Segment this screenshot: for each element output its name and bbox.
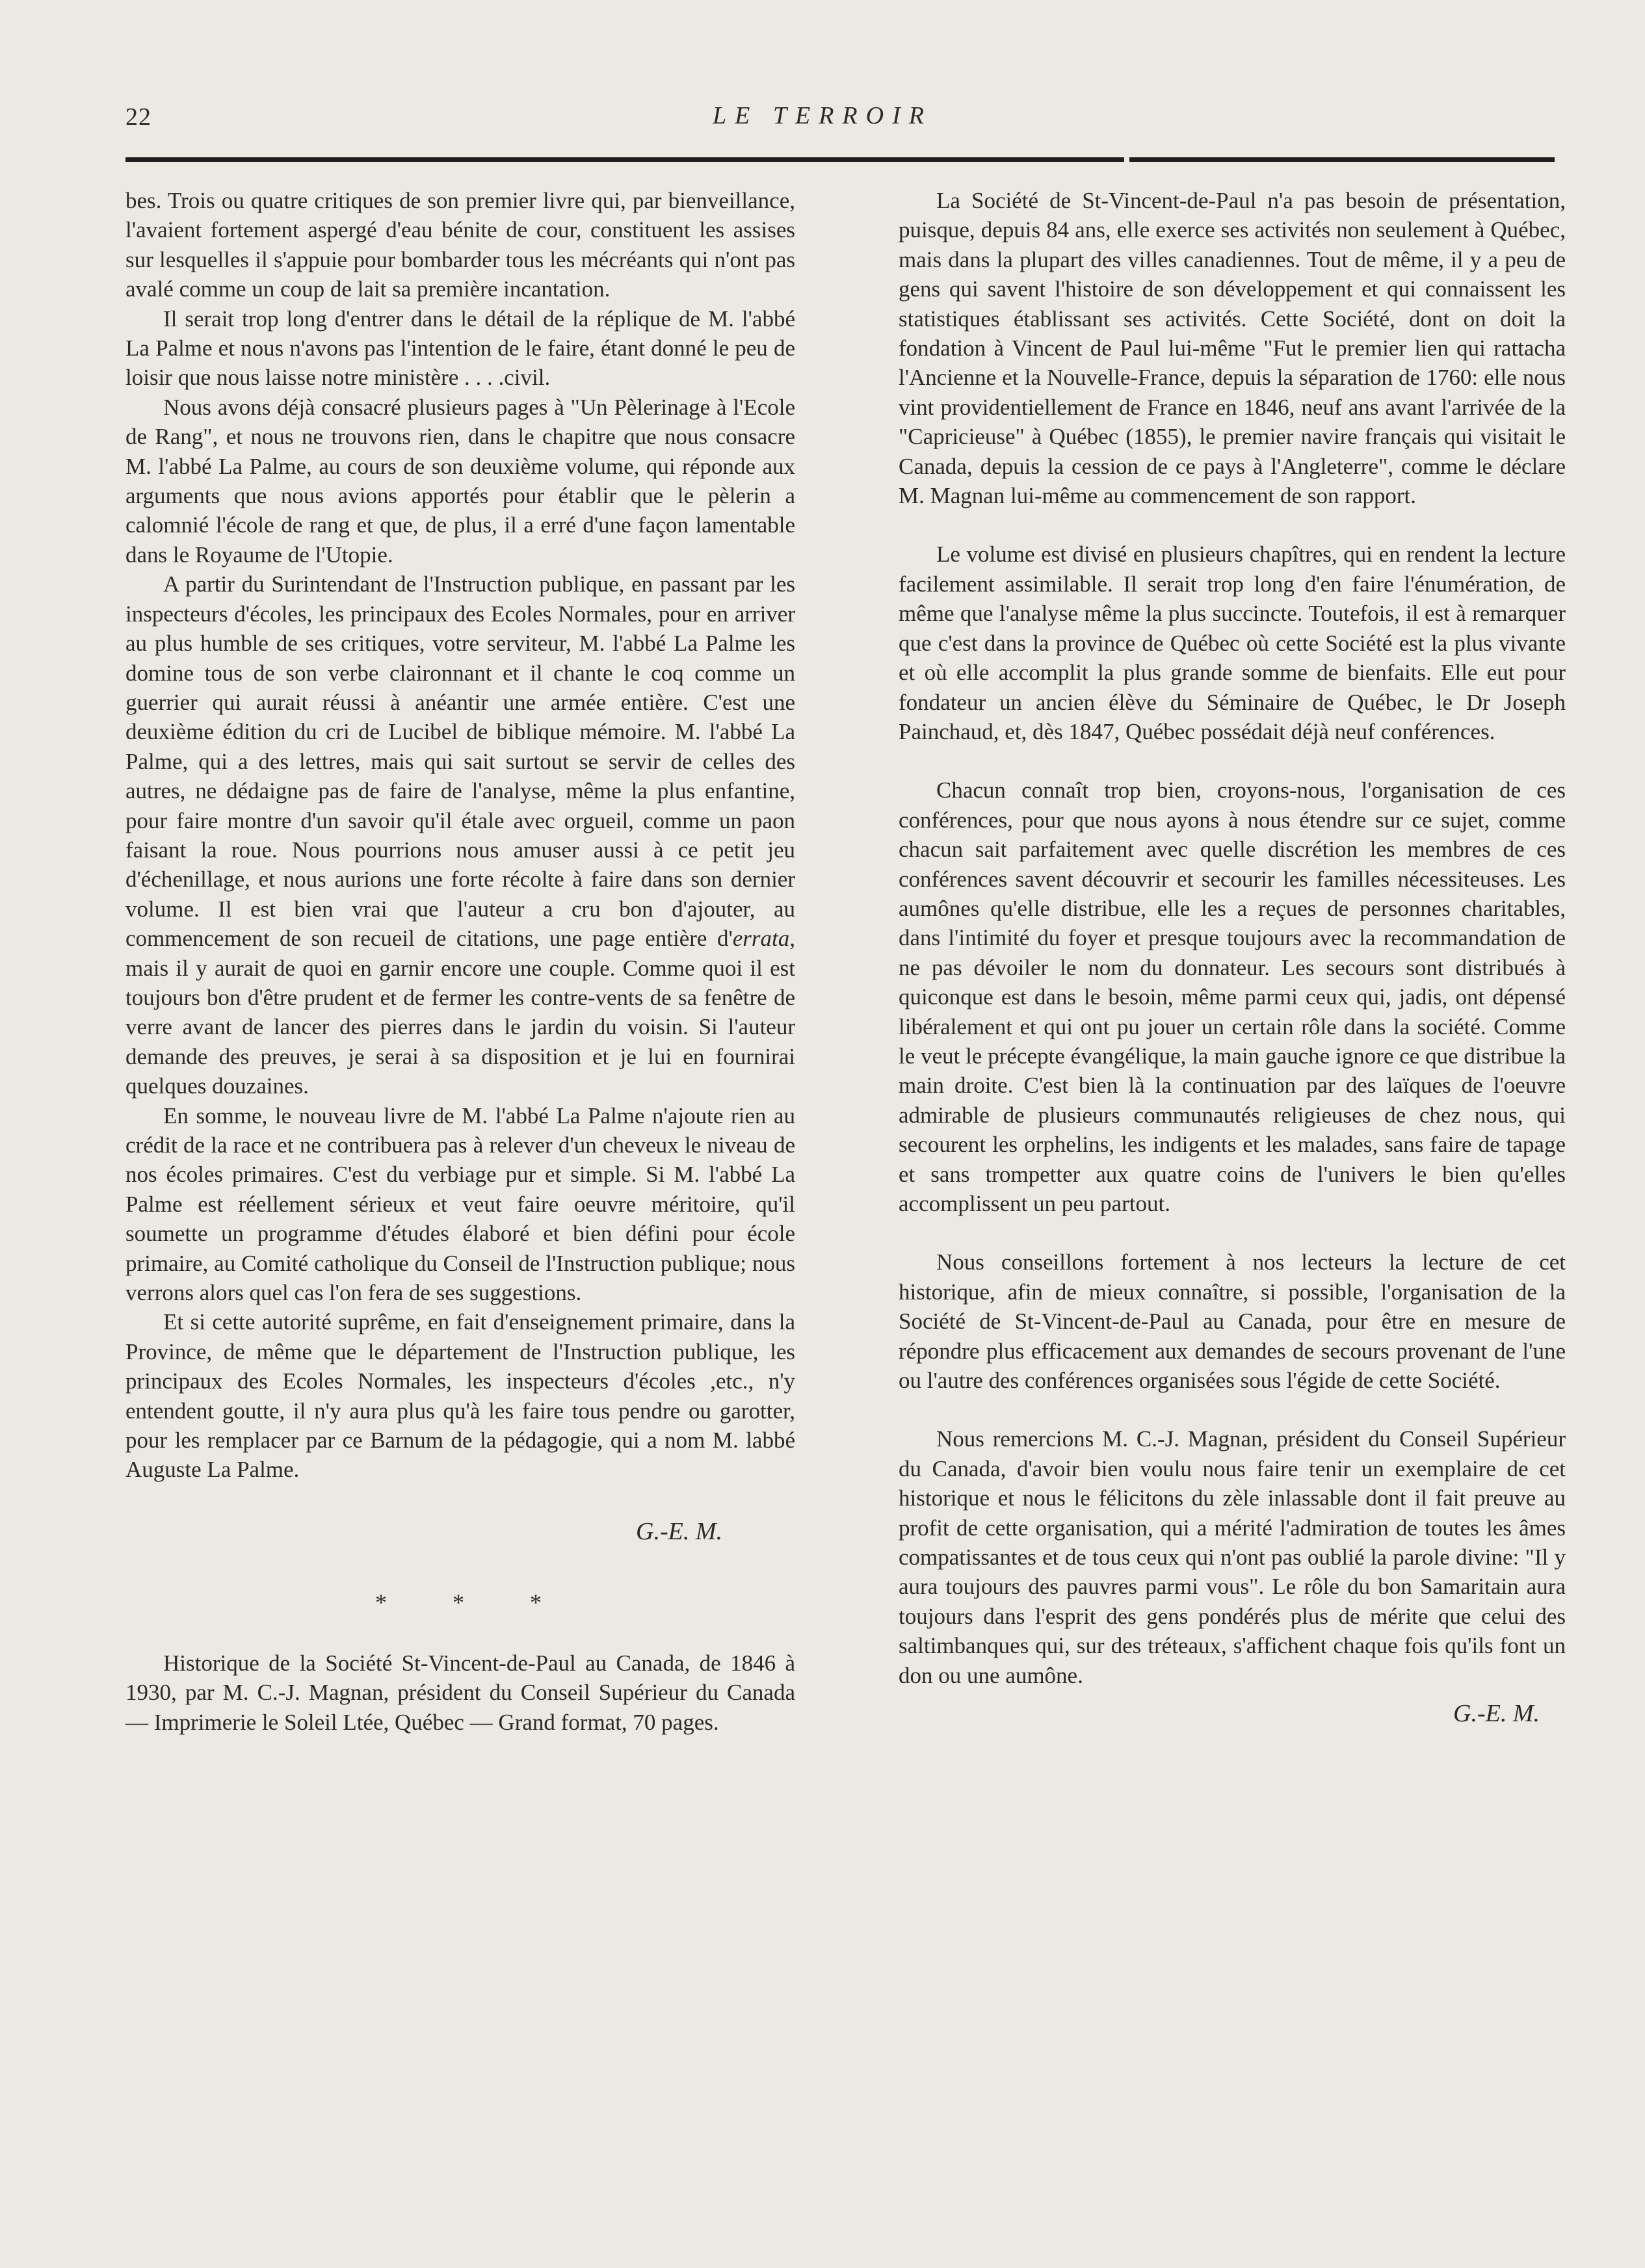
review-entry-block	[125, 1649, 795, 1737]
paragraph: Nous conseillons fortement à nos lecteurs la lecture de cet historique, afin de mieux connaître, si possible, l'organisation de la Société de St-Vincent-de-Paul au Canada, pour être en mesure de répondre plus efficacement aux demandes de secours provenant de l'une ou l'autre des conférences organisées sous l'égide de cette Société.	[899, 1249, 1566, 1394]
author-signature: G.-E. M.	[1453, 1700, 1540, 1728]
paragraph: Chacun connaît trop bien, croyons-nous, l'organisation de ces conférences, pour que nous ayons à nous étendre sur ce sujet, comme chacun sait parfaitement avec quelle discrétion les membres de ces conférences savent découvrir et secourir les familles nécessiteuses. Les aumônes qu'elle distribue, elle les a reçues de personnes charitables, dans l'intimité du foyer et presque toujours avec la recommandation de ne pas dévoiler le nom du donnateur. Les secours sont distribués à quiconque est dans le besoin, même parmi ceux qui, jadis, ont dépensé libéralement et qui ont pu jouer un certain rôle dans la société. Comme le veut le précepte évangélique, la main gauche ignore ce que distribue la main droite. C'est bien là la continuation par des laïques de l'oeuvre admirable de plusieurs communautés religieuses de chez nous, qui secourent les orphelins, les indigents et les malades, sans faire de tapage et sans trompetter aux quatre coins de l'univers le bien qu'elles accomplissent un peu partout.	[899, 777, 1566, 1216]
header-rule-right	[1129, 157, 1555, 162]
header-rule-left	[125, 157, 1124, 162]
paragraph-text: Comme quoi il est toujours bon d'être prudent et de fermer les contre-vents de sa fenêtre de verre avant de lancer des pierres dans le jardin du voisin. Si l'auteur demande des preuves, je serai à sa disposition et je lui en fournirai quelques douzaines.	[125, 955, 795, 1099]
right-column	[899, 186, 1566, 1728]
review-entry: Historique de la Société St-Vincent-de-Paul au Canada, de 1846 à 1930, par M. C.-J. Magnan, président du Conseil Supérieur du Canada — Imprimerie le Soleil Ltée, Québec — Grand format, 70 pages.	[125, 1650, 795, 1735]
errata-word: errata	[732, 926, 790, 952]
paragraph: La Société de St-Vincent-de-Paul n'a pas besoin de présentation, puisque, depuis 84 ans, elle exerce ses activités non seulement à Québec, mais dans la plupart des villes canadiennes. Tout de même, il y a peu de gens qui savent l'histoire de son développement et qui connaissent les statistiques établissant ses activités. Cette Société, dont on doit la fondation à Vincent de Paul lui-même "Fut le premier lien qui rattacha l'Ancienne et la Nouvelle-France, depuis la séparation de 1760: elle nous vint providentiellement de France en 1846, neuf ans avant l'arrivée de la "Capricieuse" à Québec (1855), le premier navire français qui visitait le Canada, depuis la cession de ce pays à l'Angleterre", comme le déclare M. Magnan lui-même au commencement de son rapport.	[899, 188, 1566, 509]
paragraph: En somme, le nouveau livre de M. l'abbé La Palme n'ajoute rien au crédit de la race et ne contribuera pas à relever d'un cheveux le niveau de nos écoles primaires. C'est du verbiage pur et simple. Si M. l'abbé La Palme est réellement sérieux et veut faire oeuvre méritoire, qu'il soumette un programme d'études élaboré et bien défini pour école primaire, au Comité catholique du Conseil de l'Instruction publique; nous verrons alors quel cas l'on fera de ses suggestions.	[125, 1102, 795, 1306]
left-column	[125, 186, 795, 1737]
paragraph: Nous avons déjà consacré plusieurs pages à "Un Pèlerinage à l'Ecole de Rang", et nous ne trouvons rien, dans le chapitre que nous consacre M. l'abbé La Palme, au cours de son deuxième volume, qui réponde aux arguments que nous avions apportés pour établir que le pèlerin a calomnié l'école de rang et que, de plus, il a erré d'une façon lamentable dans le Royaume de l'Utopie.	[125, 394, 795, 567]
paragraph: Le volume est divisé en plusieurs chapîtres, qui en rendent la lecture facilement assimilable. Il serait trop long d'en faire l'énumération, de même que l'analyse même la plus succincte. Toutefois, il est à remarquer que c'est dans la province de Québec où cette Société est la plus vivante et où elle accomplit la plus grande somme de bienfaits. Elle eut pour fondateur un ancien élève du Séminaire de Québec, le Dr Joseph Painchaud, et, dès 1847, Québec possédait déjà neuf conférences.	[899, 541, 1566, 744]
running-head: LE TERROIR	[713, 102, 932, 129]
paragraph: Il serait trop long d'entrer dans le détail de la réplique de M. l'abbé La Palme et nous n'avons pas l'intention de le faire, étant donné le peu de loisir que nous laisse notre ministère . . . .civil.	[125, 306, 795, 391]
paragraph	[125, 569, 795, 1101]
section-separator: * * *	[375, 1589, 572, 1615]
paragraph: Nous remercions M. C.-J. Magnan, président du Conseil Supérieur du Canada, d'avoir bien voulu nous faire tenir un exemplaire de cet historique et nous le félicitons du zèle inlassable dont il fait preuve au profit de cette organisation, qui a mérité l'admiration de toutes les âmes compatissantes et de tous ceux qui n'ont pas oublié la parole divine: "Il y aura toujours des pauvres parmi vous". Le rôle du bon Samaritain aura toujours dans l'esprit des gens pondérés plus de mérite que celui des saltimbanques qui, sur des tréteaux, s'affichent chaque fois qu'ils font un don ou une aumône.	[899, 1426, 1566, 1688]
paragraph: bes. Trois ou quatre critiques de son premier livre qui, par bienveillance, l'avaient fortement aspergé d'eau bénite de cour, constituent les assises sur lesquelles il s'appuie pour bombarder tous les mécréants qui n'ont pas avalé comme un coup de lait sa première incantation.	[125, 188, 795, 302]
paragraph-text: , mais il y aurait de quoi en garnir encore une couple.	[125, 926, 795, 981]
page-number: 22	[125, 103, 151, 131]
author-signature: G.-E. M.	[636, 1517, 722, 1545]
paragraph-text: A partir du Surintendant de l'Instruction publique, en passant par les inspecteurs d'écoles, les principaux des Ecoles Normales, pour en arriver au plus humble de ses critiques, votre serviteur, M. l'abbé La Palme les domine tous de son verbe claironnant et il chante le coq comme un guerrier qui aurait réussi à anéantir une armée entière. C'est une deuxième édition du cri de Lucibel de biblique mémoire. M. l'abbé La Palme, qui a des lettres, mais qui sait surtout se servir de celles des autres, ne dédaigne pas de faire de l'analyse, même la plus enfantine, pour faire montre d'un savoir qu'il étale avec orgueil, comme un paon faisant la roue. Nous pourrions nous amuser aussi à ce petit jeu d'échenillage, et nous aurions une forte récolte à faire dans son dernier volume. Il est bien vrai que l'auteur a cru bon d'ajouter, au commencement de son recueil de citations, une page entière d'	[125, 571, 795, 952]
paragraph: Et si cette autorité suprême, en fait d'enseignement primaire, dans la Province, de même que le département de l'Instruction publique, les principaux des Ecoles Normales, les inspecteurs d'écoles ,etc., n'y entendent goutte, il n'y aura plus qu'à les faire tous pendre ou garotter, pour les remplacer par ce Barnum de la pédagogie, qui a nom M. labbé Auguste La Palme.	[125, 1309, 795, 1483]
